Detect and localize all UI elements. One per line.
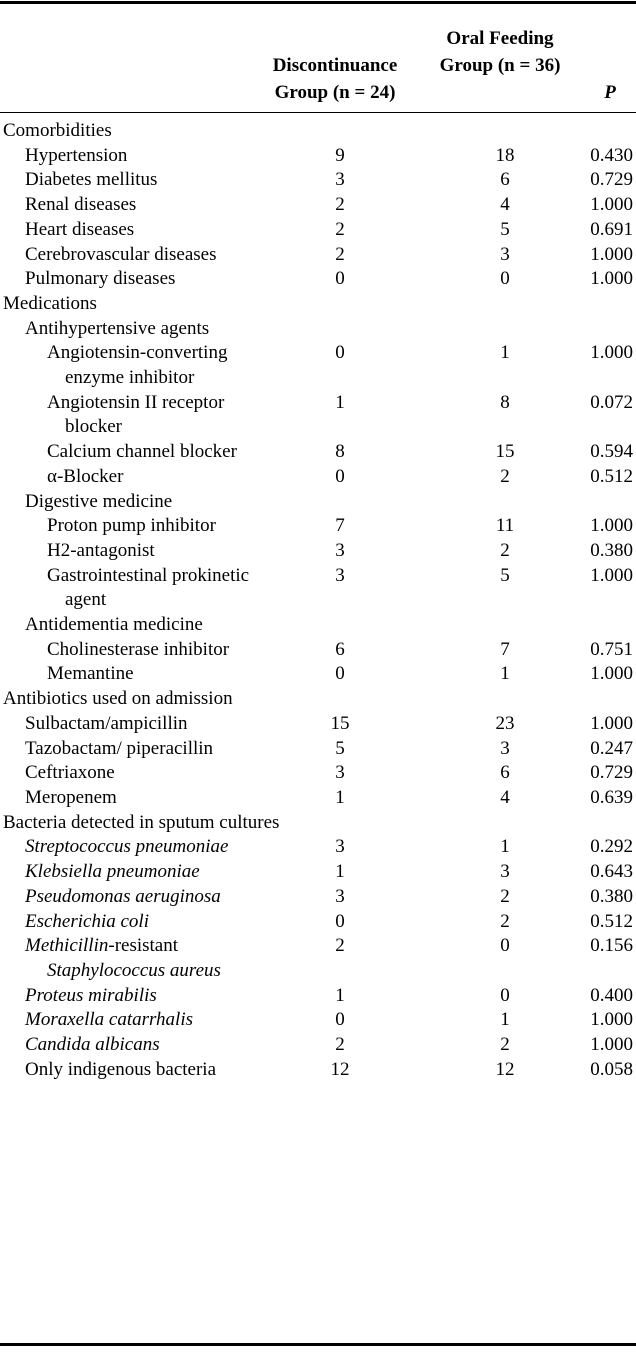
discontinuance-count: 12 — [330, 1058, 350, 1080]
table-body — [0, 119, 636, 1082]
discontinuance-count: 0 — [335, 465, 345, 487]
table-row — [0, 144, 636, 169]
discontinuance-count: 3 — [335, 836, 345, 858]
p-value: 1.000 — [590, 1009, 633, 1031]
p-value: 1.000 — [590, 268, 633, 290]
discontinuance-count: 3 — [335, 762, 345, 784]
header-oral-feeding-group: Oral Feeding Group (n = 36) — [439, 28, 561, 76]
table-row — [0, 885, 636, 910]
p-value: 0.639 — [590, 786, 633, 808]
row-label: Calcium channel blocker — [47, 441, 237, 463]
table-row — [0, 243, 636, 268]
table-row — [0, 737, 636, 762]
table-subrow — [0, 440, 636, 465]
row-label: Diabetes mellitus — [25, 169, 158, 191]
header-p-value: P — [604, 82, 616, 103]
table-row — [0, 1033, 636, 1058]
discontinuance-count: 2 — [335, 935, 345, 957]
row-label: Pseudomonas aeruginosa — [25, 885, 221, 907]
p-value: 0.751 — [590, 638, 633, 660]
oral-feeding-count: 6 — [500, 169, 510, 191]
oral-feeding-count: 3 — [500, 861, 510, 883]
p-value: 0.512 — [590, 465, 633, 487]
row-label: Hypertension — [25, 144, 128, 166]
discontinuance-count: 1 — [335, 391, 345, 413]
table-row — [0, 860, 636, 885]
row-label: Antihypertensive agents — [25, 317, 210, 339]
table-row — [0, 835, 636, 860]
table-row — [0, 168, 636, 193]
p-value: 0.729 — [590, 169, 633, 191]
p-value: 1.000 — [590, 712, 633, 734]
row-label: Cerebrovascular diseases — [25, 243, 217, 265]
table-row — [0, 193, 636, 218]
row-label: Gastrointestinal prokinetic agent — [47, 564, 250, 611]
row-label: Angiotensin II receptor blocker — [47, 391, 225, 438]
table-row — [0, 490, 636, 515]
discontinuance-count: 1 — [335, 984, 345, 1006]
table-row — [0, 761, 636, 786]
oral-feeding-count: 5 — [500, 218, 510, 240]
oral-feeding-count: 15 — [495, 441, 515, 463]
row-label: Medications — [3, 292, 97, 314]
table-row — [0, 910, 636, 935]
row-label: α-Blocker — [47, 465, 124, 487]
p-value: 1.000 — [590, 342, 633, 364]
row-label: Antibiotics used on admission — [3, 688, 233, 710]
row-label: Candida albicans — [25, 1034, 160, 1056]
row-label: Proteus mirabilis — [25, 984, 157, 1006]
row-label: Ceftriaxone — [25, 762, 115, 784]
section-heading-row — [0, 687, 636, 712]
row-label: Streptococcus pneumoniae — [25, 836, 229, 858]
p-value: 0.058 — [590, 1058, 633, 1080]
oral-feeding-count: 2 — [500, 1034, 510, 1056]
table-bottom-rule — [0, 1343, 636, 1346]
p-value: 0.292 — [590, 836, 633, 858]
header-rule — [0, 112, 636, 113]
discontinuance-count: 15 — [330, 712, 350, 734]
oral-feeding-count: 12 — [495, 1058, 515, 1080]
p-value: 0.594 — [590, 441, 633, 463]
discontinuance-count: 6 — [335, 638, 345, 660]
section-heading-row — [0, 292, 636, 317]
row-label: Only indigenous bacteria — [25, 1058, 217, 1080]
discontinuance-count: 3 — [335, 539, 345, 561]
discontinuance-count: 2 — [335, 218, 345, 240]
oral-feeding-count: 7 — [500, 638, 510, 660]
table-top-rule — [0, 1, 636, 4]
oral-feeding-count: 0 — [500, 935, 510, 957]
row-label: Renal diseases — [25, 194, 137, 216]
row-label: Proton pump inhibitor — [47, 515, 216, 537]
section-heading-row — [0, 119, 636, 144]
table-row — [0, 712, 636, 737]
section-heading-row — [0, 811, 636, 836]
discontinuance-count: 3 — [335, 564, 345, 586]
row-label: Bacteria detected in sputum cultures — [3, 811, 280, 833]
table-subrow — [0, 465, 636, 490]
row-label: Antidementia medicine — [25, 614, 203, 636]
row-label: Memantine — [47, 663, 134, 685]
oral-feeding-count: 2 — [500, 885, 510, 907]
row-label: Meropenem — [25, 786, 117, 808]
table-row — [0, 613, 636, 638]
p-value: 0.643 — [590, 861, 633, 883]
discontinuance-count: 1 — [335, 861, 345, 883]
oral-feeding-count: 11 — [495, 515, 515, 537]
oral-feeding-count: 0 — [500, 984, 510, 1006]
oral-feeding-count: 8 — [500, 391, 510, 413]
oral-feeding-count: 1 — [500, 1009, 510, 1031]
oral-feeding-count: 23 — [495, 712, 515, 734]
p-value: 1.000 — [590, 194, 633, 216]
p-value: 1.000 — [590, 1034, 633, 1056]
p-value: 0.430 — [590, 144, 633, 166]
oral-feeding-count: 4 — [500, 786, 510, 808]
table-row — [0, 218, 636, 243]
p-value: 1.000 — [590, 663, 633, 685]
discontinuance-count: 2 — [335, 1034, 345, 1056]
table-subrow — [0, 341, 636, 390]
discontinuance-count: 0 — [335, 910, 345, 932]
row-label: Heart diseases — [25, 218, 135, 240]
table-subrow — [0, 564, 636, 613]
oral-feeding-count: 18 — [495, 144, 515, 166]
discontinuance-count: 0 — [335, 342, 345, 364]
p-value: 0.380 — [590, 885, 633, 907]
discontinuance-count: 2 — [335, 194, 345, 216]
table-row — [0, 984, 636, 1009]
row-label: Comorbidities — [3, 120, 112, 141]
table-row — [0, 267, 636, 292]
oral-feeding-count: 6 — [500, 762, 510, 784]
discontinuance-count: 3 — [335, 885, 345, 907]
row-label: Klebsiella pneumoniae — [25, 861, 200, 883]
row-label-italic: Methicillin — [25, 935, 109, 957]
row-label: Tazobactam/ piperacillin — [25, 737, 214, 759]
oral-feeding-count: 2 — [500, 910, 510, 932]
oral-feeding-count: 0 — [500, 268, 510, 290]
table-subrow — [0, 638, 636, 663]
oral-feeding-count: 3 — [500, 243, 510, 265]
table-subrow — [0, 514, 636, 539]
p-value: 0.512 — [590, 910, 633, 932]
p-value: 0.380 — [590, 539, 633, 561]
discontinuance-count: 0 — [335, 1009, 345, 1031]
row-label: Pulmonary diseases — [25, 268, 176, 290]
oral-feeding-count: 1 — [500, 836, 510, 858]
discontinuance-count: 5 — [335, 737, 345, 759]
header-discontinuance-group: Discontinuance Group (n = 24) — [272, 55, 398, 103]
table-row — [0, 1008, 636, 1033]
p-value: 0.247 — [590, 737, 633, 759]
discontinuance-count: 0 — [335, 663, 345, 685]
table-subrow — [0, 662, 636, 687]
oral-feeding-count: 1 — [500, 663, 510, 685]
oral-feeding-count: 5 — [500, 564, 510, 586]
oral-feeding-count: 1 — [500, 342, 510, 364]
row-label-plain: -resistant — [108, 935, 179, 957]
row-label: Moraxella catarrhalis — [25, 1009, 194, 1031]
row-label: Angiotensin-converting enzyme inhibitor — [47, 342, 228, 389]
oral-feeding-count: 2 — [500, 539, 510, 561]
oral-feeding-count: 3 — [500, 737, 510, 759]
row-label: H2-antagonist — [47, 539, 155, 561]
p-value: 1.000 — [590, 515, 633, 537]
p-value: 0.072 — [590, 391, 633, 413]
row-label: Escherichia coli — [25, 910, 149, 932]
table-subrow — [0, 539, 636, 564]
p-value: 1.000 — [590, 564, 633, 586]
discontinuance-count: 9 — [335, 144, 345, 166]
discontinuance-count: 2 — [335, 243, 345, 265]
p-value: 0.156 — [590, 935, 633, 957]
oral-feeding-count: 4 — [500, 194, 510, 216]
p-value: 0.729 — [590, 762, 633, 784]
p-value: 0.691 — [590, 218, 633, 240]
table-row — [0, 1058, 636, 1083]
row-label — [25, 934, 267, 983]
table-subrow — [0, 391, 636, 440]
row-label: Cholinesterase inhibitor — [47, 638, 230, 660]
table-row — [0, 934, 636, 983]
discontinuance-count: 0 — [335, 268, 345, 290]
discontinuance-count: 3 — [335, 169, 345, 191]
row-label-italic-tail: Staphylococcus aureus — [47, 959, 221, 981]
table-row — [0, 317, 636, 342]
oral-feeding-count: 2 — [500, 465, 510, 487]
discontinuance-count: 8 — [335, 441, 345, 463]
p-value: 1.000 — [590, 243, 633, 265]
row-label: Sulbactam/ampicillin — [25, 712, 188, 734]
row-label: Digestive medicine — [25, 490, 173, 512]
discontinuance-count: 1 — [335, 786, 345, 808]
discontinuance-count: 7 — [335, 515, 345, 537]
p-value: 0.400 — [590, 984, 633, 1006]
table-row — [0, 786, 636, 811]
